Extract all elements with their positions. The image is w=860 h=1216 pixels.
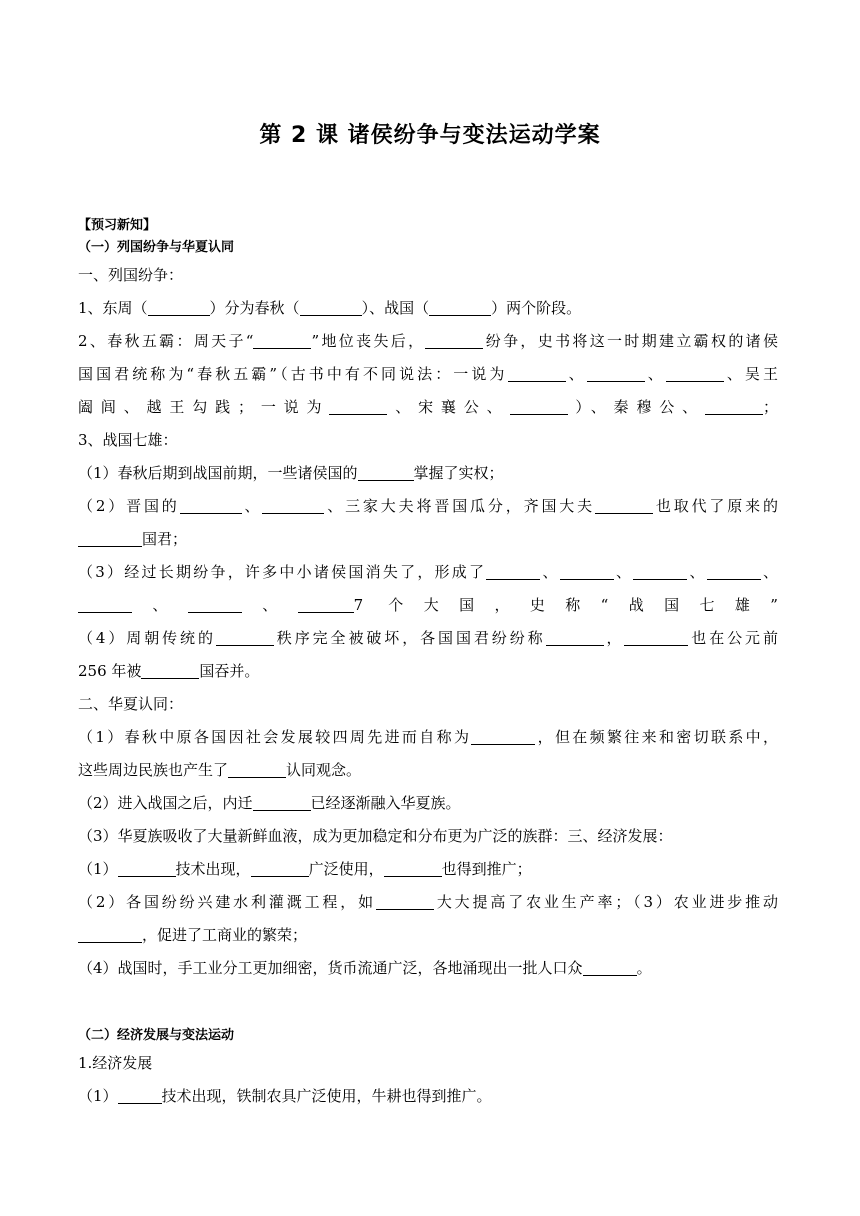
line-text: （3）经过长期纷争，许多中小诸侯国消失了，形成了	[78, 563, 487, 581]
line-text: 技术出现，铁制农具广泛使用，牛耕也得到推广。	[161, 1087, 492, 1105]
line-text: 这些周边民族也产生了	[78, 761, 229, 779]
line-text: （4）周朝传统的	[78, 629, 216, 647]
text-line	[78, 430, 778, 450]
line-text: 、宋襄公、	[387, 398, 510, 416]
fill-in-blank[interactable]	[329, 400, 387, 415]
fill-in-blank[interactable]	[141, 664, 199, 679]
text-line	[78, 958, 778, 978]
fill-in-blank[interactable]	[251, 862, 309, 877]
line-text: 3、战国七雄：	[78, 431, 178, 449]
fill-in-blank[interactable]	[583, 961, 637, 976]
fill-in-blank[interactable]	[228, 763, 286, 778]
text-line	[78, 463, 778, 483]
fill-in-blank[interactable]	[624, 631, 688, 646]
fill-in-blank[interactable]	[78, 928, 142, 943]
line-text: 。	[636, 959, 652, 977]
line-text: ）、秦穆公、	[567, 398, 705, 416]
fill-in-blank[interactable]	[262, 499, 324, 514]
line-text: 认同观念。	[286, 761, 362, 779]
line-text: ，但在频繁往来和密切联系中，	[535, 728, 778, 746]
fill-in-blank[interactable]	[118, 862, 176, 877]
line-text: 秩序完全被破坏，各国国君纷纷称	[273, 629, 546, 647]
text-line	[78, 562, 778, 582]
line-text: 大大提高了农业生产率；（3）农业进步推动	[433, 893, 779, 911]
fill-in-blank[interactable]	[666, 367, 724, 382]
text-line	[78, 760, 778, 780]
line-text: ，促进了工商业的繁荣；	[142, 926, 308, 944]
text-line	[78, 331, 778, 351]
text-line	[78, 1053, 778, 1073]
line-text: （1）春秋后期到战国前期，一些诸侯国的	[78, 464, 358, 482]
fill-in-blank[interactable]	[486, 565, 540, 580]
text-line	[78, 298, 778, 318]
line-text: （2）各国纷纷兴建水利灌溉工程，如	[78, 893, 376, 911]
line-text: 也在公元前	[688, 629, 778, 647]
line-text: 、	[613, 563, 634, 581]
line-text: 纷争，史书将这一时期建立霸权的诸侯	[483, 332, 778, 350]
fill-in-blank[interactable]	[376, 895, 434, 910]
line-text: 1.经济发展	[78, 1054, 153, 1072]
line-text: ）分为春秋（	[209, 299, 300, 317]
text-line	[78, 364, 778, 384]
fill-in-blank[interactable]	[705, 400, 763, 415]
line-text: ”地位丧失后，	[311, 332, 426, 350]
line-text: 国国君统称为“春秋五霸”（古书中有不同说法：一说为	[78, 365, 508, 383]
fill-in-blank[interactable]	[358, 466, 414, 481]
text-line	[78, 529, 778, 549]
text-line	[78, 826, 778, 846]
line-text: 、	[241, 497, 263, 515]
line-text: （3）华夏族吸收了大量新鲜血液，成为更加稳定和分布更为广泛的族群：三、经济发展：	[78, 827, 673, 845]
line-text: 、	[687, 563, 707, 581]
line-text: 国吞并。	[199, 662, 260, 680]
fill-in-blank[interactable]	[546, 631, 604, 646]
line-text: 已经逐渐融入华夏族。	[310, 794, 461, 812]
fill-in-blank[interactable]	[148, 301, 210, 316]
text-line	[78, 265, 778, 285]
text-line	[78, 1026, 778, 1046]
text-line	[78, 892, 778, 912]
fill-in-blank[interactable]	[78, 532, 142, 547]
fill-in-blank[interactable]	[587, 367, 645, 382]
fill-in-blank[interactable]	[425, 334, 483, 349]
line-text: （一）列国纷争与华夏认同	[78, 240, 235, 255]
text-line	[78, 661, 778, 681]
fill-in-blank[interactable]	[216, 631, 274, 646]
fill-in-blank[interactable]	[595, 499, 653, 514]
line-text: 、	[540, 563, 560, 581]
line-text: （2）进入战国之后，内迁	[78, 794, 253, 812]
text-line	[78, 1086, 778, 1106]
line-text: 阖闾、越王勾践；一说为	[78, 398, 330, 416]
line-text: （1）	[78, 1087, 118, 1105]
line-text: 256 年被	[78, 662, 142, 680]
fill-in-blank[interactable]	[429, 301, 491, 316]
text-line	[78, 793, 778, 813]
text-line	[78, 397, 778, 417]
text-line	[78, 694, 778, 714]
line-text: 、三家大夫将晋国瓜分，齐国大夫	[324, 497, 596, 515]
text-line	[78, 628, 778, 648]
fill-in-blank[interactable]	[298, 598, 354, 613]
fill-in-blank[interactable]	[560, 565, 614, 580]
line-text: 、	[644, 365, 666, 383]
line-text: 2、春秋五霸：周天子“	[78, 332, 254, 350]
line-text: 技术出现，	[175, 860, 251, 878]
line-text: （1）春秋中原各国因社会发展较四周先进而自称为	[78, 728, 472, 746]
line-text: 【预习新知】	[78, 218, 157, 233]
text-line	[78, 925, 778, 945]
fill-in-blank[interactable]	[633, 565, 687, 580]
fill-in-blank[interactable]	[78, 598, 132, 613]
fill-in-blank[interactable]	[510, 400, 568, 415]
line-text: （4）战国时，手工业分工更加细密，货币流通广泛，各地涌现出一批人口众	[78, 959, 583, 977]
fill-in-blank[interactable]	[253, 796, 311, 811]
line-text: ，	[603, 629, 625, 647]
fill-in-blank[interactable]	[508, 367, 566, 382]
line-text: 掌握了实权；	[413, 464, 504, 482]
line-text: 、吴王	[723, 365, 778, 383]
line-text: （二）经济发展与变法运动	[78, 1028, 235, 1043]
fill-in-blank[interactable]	[707, 565, 761, 580]
line-text: 二、华夏认同：	[78, 695, 184, 713]
line-text: 、	[241, 596, 298, 614]
text-line	[78, 496, 778, 516]
line-text: 7 个大国，史称“战国七雄”	[353, 596, 778, 614]
fill-in-blank[interactable]	[118, 1089, 162, 1104]
text-line	[78, 727, 778, 747]
fill-in-blank[interactable]	[471, 730, 535, 745]
line-text: 广泛使用，	[308, 860, 384, 878]
fill-in-blank[interactable]	[188, 598, 242, 613]
line-text: 也取代了原来的	[653, 497, 778, 515]
line-text: 国君；	[142, 530, 188, 548]
fill-in-blank[interactable]	[384, 862, 442, 877]
line-text: ；	[762, 398, 778, 416]
text-line	[78, 859, 778, 879]
line-text: 也得到推广；	[441, 860, 532, 878]
line-text: 、	[760, 563, 778, 581]
line-text: 、	[132, 596, 188, 614]
fill-in-blank[interactable]	[180, 499, 242, 514]
line-text: ）两个阶段。	[491, 299, 582, 317]
line-text: 一、列国纷争：	[78, 266, 184, 284]
text-line	[78, 216, 778, 236]
line-text: （1）	[78, 860, 118, 878]
text-line	[78, 595, 778, 615]
fill-in-blank[interactable]	[300, 301, 362, 316]
line-text: 、	[565, 365, 587, 383]
line-text: ）、战国（	[361, 299, 430, 317]
line-text: （2）晋国的	[78, 497, 180, 515]
line-text: 1、东周（	[78, 299, 148, 317]
text-line	[78, 238, 778, 258]
page-title: 第 2 课 诸侯纷争与变法运动学案	[259, 123, 601, 148]
fill-in-blank[interactable]	[253, 334, 311, 349]
